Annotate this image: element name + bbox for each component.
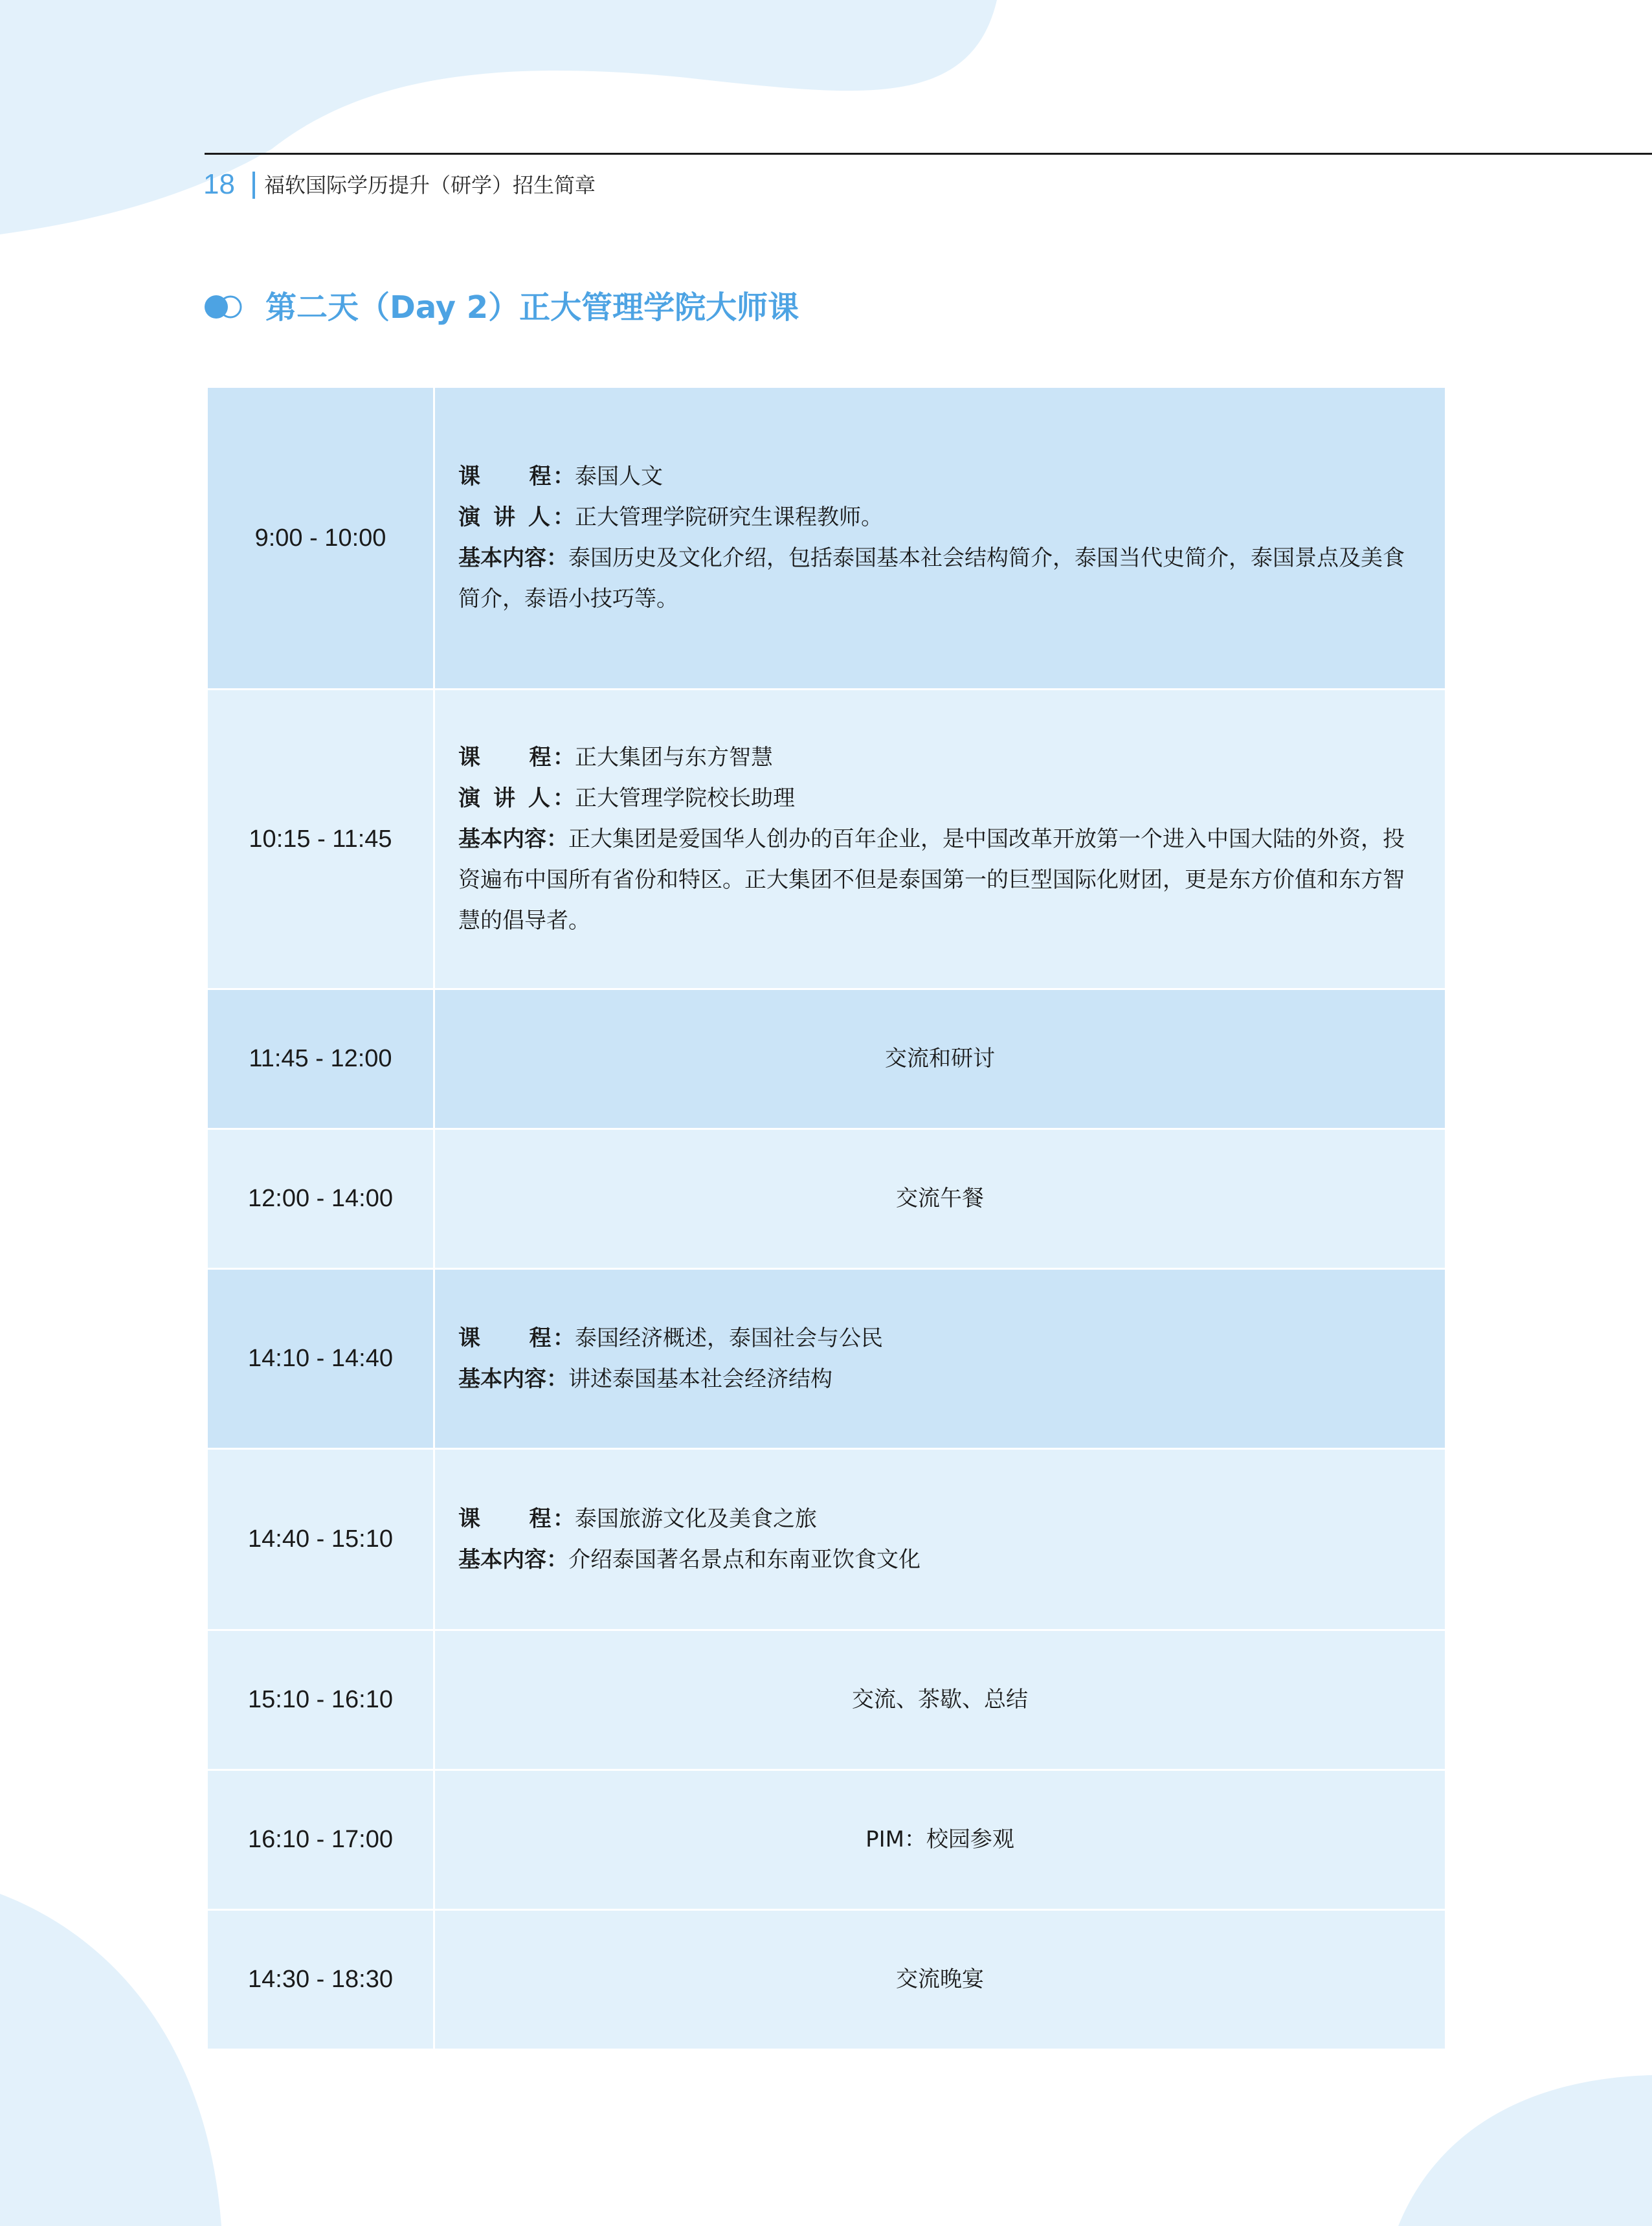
content-value: 介绍泰国著名景点和东南亚饮食文化 (568, 1546, 921, 1573)
content-value: 正大集团是爱国华人创办的百年企业，是中国改革开放第一个进入中国大陆的外资，投资遍布中国所有省份和特区。正大集团不但是泰国第一的巨型国际化财团，更是东方价值和东方智慧的倡导者。 (458, 826, 1405, 934)
speaker-line (458, 497, 1405, 538)
time-cell: 15:10 - 16:10 (207, 1630, 434, 1770)
time-cell: 14:10 - 14:40 (207, 1269, 434, 1449)
content-label: 基本内容： (458, 545, 568, 571)
course-value: 泰国人文 (575, 464, 663, 489)
description-cell (434, 1269, 1446, 1449)
content-value: 泰国历史及文化介绍，包括泰国基本社会结构简介，泰国当代史简介，泰国景点及美食简介，泰语小技巧等。 (458, 545, 1405, 612)
schedule-table (206, 386, 1447, 2051)
time-cell: 11:45 - 12:00 (207, 989, 434, 1129)
activity-cell: 交流午餐 (434, 1129, 1446, 1269)
course-value: 正大集团与东方智慧 (575, 744, 773, 770)
content-line (458, 1540, 1405, 1580)
speaker-line (458, 778, 1405, 819)
schedule-row (207, 1770, 1446, 1910)
course-line (458, 456, 1405, 497)
content-line (458, 538, 1405, 620)
description-cell (434, 690, 1446, 989)
course-label: 课 程： (458, 464, 575, 489)
schedule-row (207, 1129, 1446, 1269)
course-label: 课 程： (458, 1325, 575, 1351)
course-label: 课 程： (458, 744, 575, 770)
description-cell (434, 1449, 1446, 1630)
description-cell (434, 387, 1446, 690)
document-title: 福软国际学历提升（研学）招生简章 (264, 173, 596, 197)
content-label: 基本内容： (458, 1366, 568, 1392)
content-line (458, 819, 1405, 941)
schedule-row (207, 989, 1446, 1129)
time-cell: 16:10 - 17:00 (207, 1770, 434, 1910)
schedule-row (207, 1630, 1446, 1770)
time-cell: 10:15 - 11:45 (207, 690, 434, 989)
activity-cell: PIM：校园参观 (434, 1770, 1446, 1910)
course-line (458, 1499, 1405, 1540)
speaker-value: 正大管理学院研究生课程教师。 (575, 504, 883, 530)
course-value: 泰国经济概述，泰国社会与公民 (575, 1325, 883, 1351)
bottom-left-blob (0, 1894, 221, 2226)
course-line (458, 737, 1405, 778)
time-cell: 9:00 - 10:00 (207, 387, 434, 690)
activity-cell: 交流、茶歇、总结 (434, 1630, 1446, 1770)
schedule-row (207, 1269, 1446, 1449)
content-value: 讲述泰国基本社会经济结构 (568, 1366, 832, 1392)
section-bullet-icon (202, 293, 247, 321)
schedule-row (207, 690, 1446, 989)
content-label: 基本内容： (458, 1546, 568, 1573)
speaker-value: 正大管理学院校长助理 (575, 785, 795, 811)
section-title: 第二天（Day 2）正大管理学院大师课 (265, 289, 799, 326)
page-number: 18 (203, 168, 235, 200)
schedule-row (207, 1910, 1446, 2050)
course-label: 课 程： (458, 1505, 575, 1532)
content-label: 基本内容： (458, 826, 568, 852)
activity-cell: 交流晚宴 (434, 1910, 1446, 2050)
time-cell: 14:40 - 15:10 (207, 1449, 434, 1630)
speaker-label: 演 讲 人： (458, 785, 575, 811)
header-rule (205, 153, 1652, 155)
course-value: 泰国旅游文化及美食之旅 (575, 1505, 817, 1532)
schedule-row (207, 1449, 1446, 1630)
speaker-label: 演 讲 人： (458, 504, 575, 530)
time-cell: 14:30 - 18:30 (207, 1910, 434, 2050)
content-line (458, 1359, 1405, 1400)
course-line (458, 1318, 1405, 1359)
time-cell: 12:00 - 14:00 (207, 1129, 434, 1269)
activity-cell: 交流和研讨 (434, 989, 1446, 1129)
schedule-row (207, 387, 1446, 690)
bottom-right-blob (1398, 2075, 1652, 2226)
header-separator (252, 172, 255, 199)
